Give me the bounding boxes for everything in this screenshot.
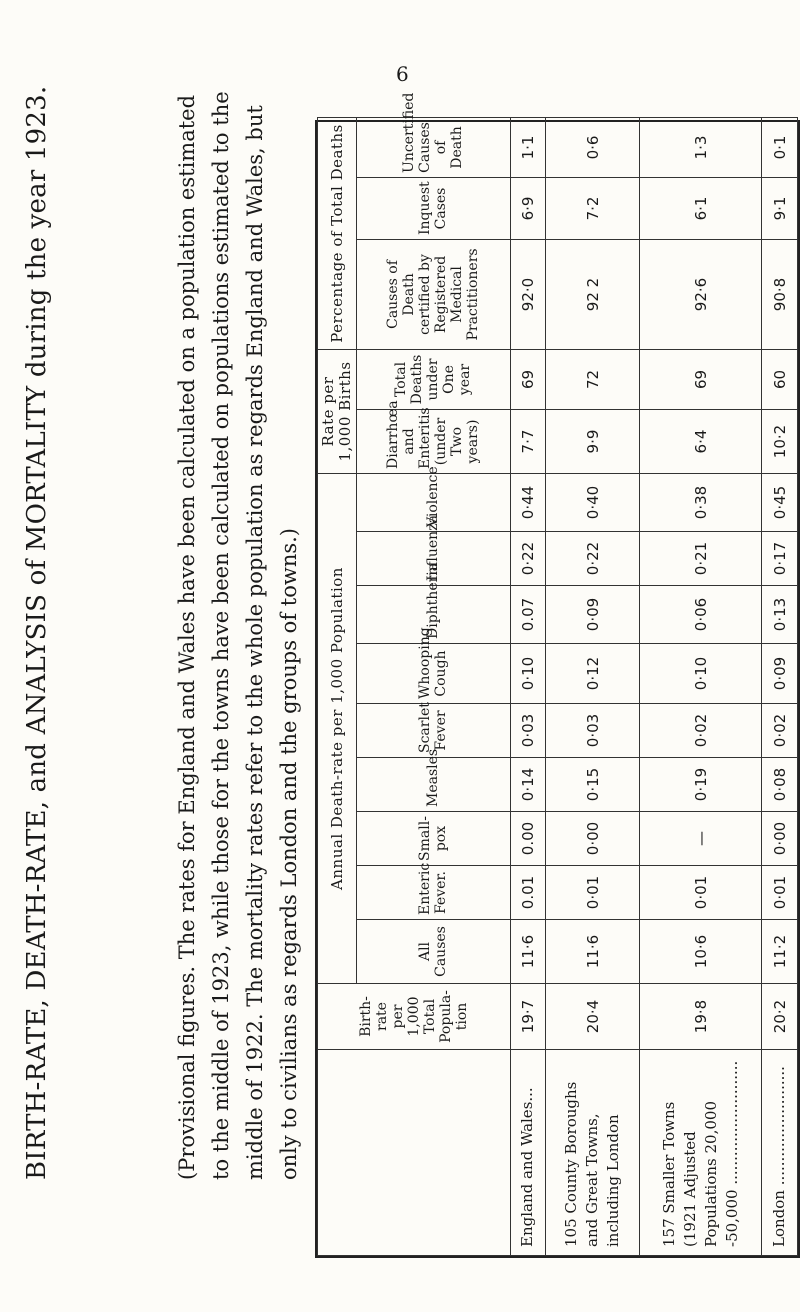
table-cell: 9·9 xyxy=(546,410,640,474)
column-header: Diarrhœa and Enteritis (under Two years) xyxy=(357,410,511,474)
row-label: England and Wales... xyxy=(510,1050,546,1256)
explanatory-note: (Provisional figures. The rates for England and Wales have been calculated on a population estimated to the middle of 1923, while those for the towns have been calculated on populations estimated to the middle of 1922. The mortality rates refer to the whole population as regards England and Wales, but only to civilians as regards London and the groups of towns.) xyxy=(175,91,301,1180)
table-cell: 0·22 xyxy=(546,532,640,586)
table-cell: 11·6 xyxy=(546,920,640,984)
table-cell: 9·1 xyxy=(762,177,798,239)
area-header xyxy=(318,1050,511,1256)
table-cell: 0·17 xyxy=(762,532,798,586)
birth-rate-cell: 20·4 xyxy=(546,984,640,1050)
table-cell: 60 xyxy=(762,349,798,409)
table-cell: — xyxy=(639,812,761,866)
table-cell: 92 2 xyxy=(546,239,640,349)
column-header: Violence xyxy=(357,474,511,532)
column-header: Enteric Fever. xyxy=(357,866,511,920)
table-cell: 0·44 xyxy=(510,474,546,532)
column-header: Uncertified Causes of Death xyxy=(357,117,511,177)
column-header: Total Deaths under One year xyxy=(357,349,511,409)
table-cell: 0·45 xyxy=(762,474,798,532)
row-label: 157 Smaller Towns (1921 Adjusted Populations 20,000 -50,000 .......................... xyxy=(639,1050,761,1256)
column-header: Measles xyxy=(357,758,511,812)
row-label: London ......................... xyxy=(762,1050,798,1256)
table-cell: 92·0 xyxy=(510,239,546,349)
table-cell: 0·38 xyxy=(639,474,761,532)
table-cell: 0·03 xyxy=(510,704,546,758)
table-cell: 0·01 xyxy=(546,866,640,920)
column-header: Causes of Death certified by Registered Medical Practitioners xyxy=(357,239,511,349)
table-cell: 11·2 xyxy=(762,920,798,984)
birth-rate-cell: 19·8 xyxy=(639,984,761,1050)
table-cell: 0·40 xyxy=(546,474,640,532)
table-cell: 0·10 xyxy=(510,644,546,704)
table-cell: 0·15 xyxy=(546,758,640,812)
table-cell: 0·6 xyxy=(546,117,640,177)
table-cell: 0.07 xyxy=(510,586,546,644)
page-number: 6 xyxy=(396,62,409,86)
table-cell: 0·01 xyxy=(639,866,761,920)
statistics-table xyxy=(315,92,800,1258)
table-cell: 0·09 xyxy=(762,644,798,704)
table-cell: 6·4 xyxy=(639,410,761,474)
table-cell: 7·2 xyxy=(546,177,640,239)
column-header: Small-pox xyxy=(357,812,511,866)
table-row xyxy=(546,117,640,1255)
table-cell: 0·00 xyxy=(546,812,640,866)
table-cell: 0·13 xyxy=(762,586,798,644)
table-cell: 0·01 xyxy=(762,866,798,920)
column-header: All Causes xyxy=(357,920,511,984)
rate-per-births-group-header: Rate per 1,000 Births xyxy=(318,349,357,473)
table-row xyxy=(510,117,546,1255)
column-header: Diphtheria xyxy=(357,586,511,644)
table-cell: 0·19 xyxy=(639,758,761,812)
table-cell: 0·00 xyxy=(762,812,798,866)
table-cell: 0·22 xyxy=(510,532,546,586)
birth-rate-cell: 19·7 xyxy=(510,984,546,1050)
table-cell: 0·1 xyxy=(762,117,798,177)
table-cell: 69 xyxy=(639,349,761,409)
table-cell: 10·6 xyxy=(639,920,761,984)
table-cell: 0.00 xyxy=(510,812,546,866)
table-cell: 0·02 xyxy=(639,704,761,758)
table-cell: 0·14 xyxy=(510,758,546,812)
column-header: Scarlet Fever xyxy=(357,704,511,758)
table-cell: 0·02 xyxy=(762,704,798,758)
birth-rate-cell: 20·2 xyxy=(762,984,798,1050)
page-title: BIRTH-RATE, DEATH-RATE, and ANALYSIS of MORTALITY during the year 1923. xyxy=(22,85,52,1180)
table-cell: 0·09 xyxy=(546,586,640,644)
table-cell: 69 xyxy=(510,349,546,409)
birth-rate-header: Birth-rate per 1,000 Total Popula-tion xyxy=(318,984,511,1050)
table-cell: 6·9 xyxy=(510,177,546,239)
table-cell: 0.01 xyxy=(510,866,546,920)
column-header: Whooping Cough xyxy=(357,644,511,704)
table-cell: 92·6 xyxy=(639,239,761,349)
table-cell: 10·2 xyxy=(762,410,798,474)
percentage-group-header: Percentage of Total Deaths xyxy=(318,117,357,349)
table-cell: 6·1 xyxy=(639,177,761,239)
column-header: Inquest Cases xyxy=(357,177,511,239)
table-cell: 11·6 xyxy=(510,920,546,984)
table-cell: 0·12 xyxy=(546,644,640,704)
row-label: 105 County Boroughs and Great Towns, including London xyxy=(546,1050,640,1256)
table-cell: 1·3 xyxy=(639,117,761,177)
table-cell: 90·8 xyxy=(762,239,798,349)
table-row xyxy=(639,117,761,1255)
table-cell: 0·21 xyxy=(639,532,761,586)
table-cell: 0·06 xyxy=(639,586,761,644)
table-cell: 0·10 xyxy=(639,644,761,704)
table-cell: 7·7 xyxy=(510,410,546,474)
table-cell: 0·03 xyxy=(546,704,640,758)
column-header: Influenza xyxy=(357,532,511,586)
table-row xyxy=(762,117,798,1255)
table-cell: 0·08 xyxy=(762,758,798,812)
death-rate-group-header: Annual Death-rate per 1,000 Population xyxy=(318,474,357,984)
table-cell: 1·1 xyxy=(510,117,546,177)
table-cell: 72 xyxy=(546,349,640,409)
